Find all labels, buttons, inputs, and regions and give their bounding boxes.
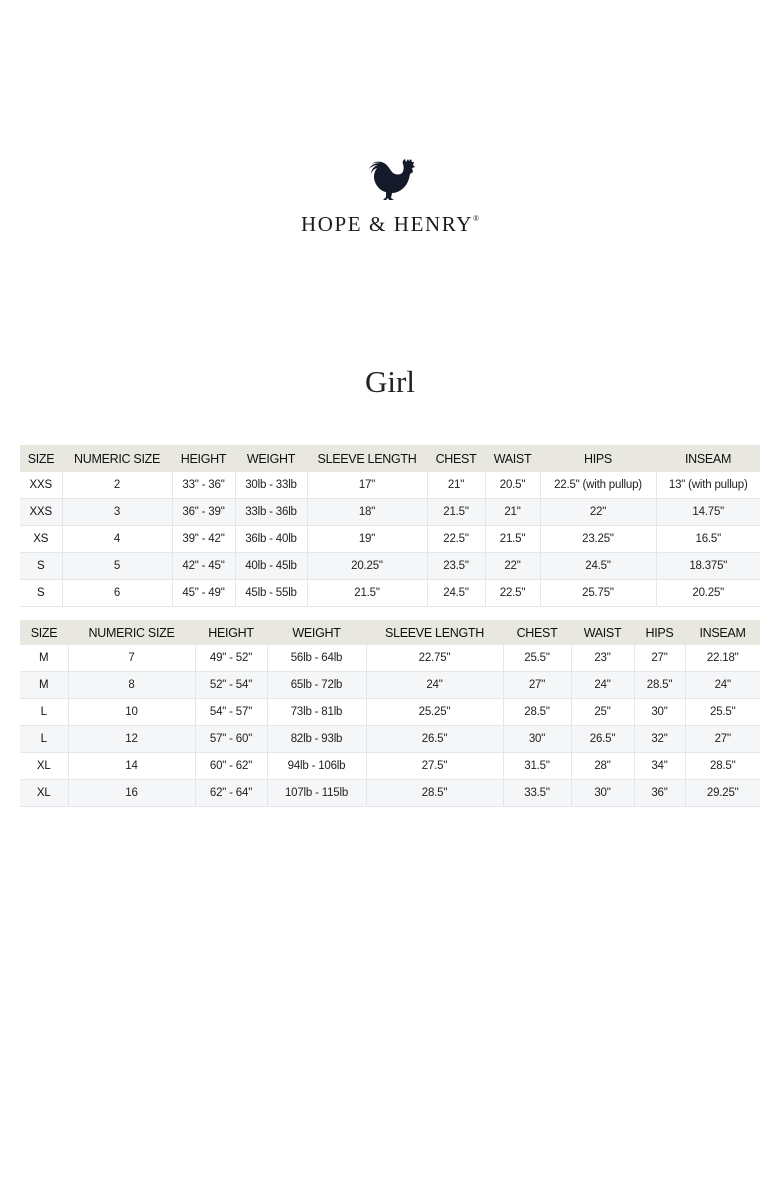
column-header: CHEST <box>427 445 485 472</box>
column-header: SIZE <box>20 620 68 645</box>
table-cell: 7 <box>68 645 195 672</box>
table-cell: 24.5" <box>427 580 485 607</box>
table-cell: 22" <box>485 553 540 580</box>
table-cell: 30" <box>634 699 685 726</box>
table-cell: 45lb - 55lb <box>235 580 307 607</box>
table-cell: 8 <box>68 672 195 699</box>
table-cell: 21" <box>485 499 540 526</box>
table-cell: 16 <box>68 780 195 807</box>
table-cell: 22.5" <box>427 526 485 553</box>
table-cell: 42" - 45" <box>172 553 235 580</box>
table-cell: 18" <box>307 499 427 526</box>
table-cell: 24" <box>685 672 760 699</box>
table-cell: 36" <box>634 780 685 807</box>
table-cell: 24.5" <box>540 553 656 580</box>
table-cell: M <box>20 672 68 699</box>
table-row <box>20 672 760 699</box>
table-cell: 28.5" <box>366 780 503 807</box>
column-header: INSEAM <box>656 445 760 472</box>
table-cell: L <box>20 699 68 726</box>
table-cell: 54" - 57" <box>195 699 267 726</box>
column-header: NUMERIC SIZE <box>62 445 172 472</box>
page-title: Girl <box>365 364 415 399</box>
table-cell: 25" <box>571 699 634 726</box>
table-row <box>20 699 760 726</box>
table-cell: 13" (with pullup) <box>656 472 760 499</box>
table-cell: 10 <box>68 699 195 726</box>
table-cell: 6 <box>62 580 172 607</box>
table-cell: 26.5" <box>571 726 634 753</box>
brand-name <box>0 212 780 237</box>
table-cell: 23.5" <box>427 553 485 580</box>
table-cell: 28.5" <box>503 699 571 726</box>
table-cell: 21" <box>427 472 485 499</box>
table-row <box>20 472 760 499</box>
table-cell: 20.25" <box>656 580 760 607</box>
table-cell: 22.5" (with pullup) <box>540 472 656 499</box>
table-row <box>20 645 760 672</box>
column-header: WEIGHT <box>235 445 307 472</box>
table-cell: 24" <box>571 672 634 699</box>
table-cell: 20.25" <box>307 553 427 580</box>
table-cell: 3 <box>62 499 172 526</box>
table-cell: S <box>20 553 62 580</box>
table-cell: 107lb - 115lb <box>267 780 366 807</box>
table-row <box>20 499 760 526</box>
table-cell: 32" <box>634 726 685 753</box>
table-cell: 33" - 36" <box>172 472 235 499</box>
table-cell: 14 <box>68 753 195 780</box>
table-cell: 94lb - 106lb <box>267 753 366 780</box>
table-cell: 27" <box>503 672 571 699</box>
column-header: WAIST <box>485 445 540 472</box>
table-cell: 30lb - 33lb <box>235 472 307 499</box>
table-cell: 4 <box>62 526 172 553</box>
table-cell: 60" - 62" <box>195 753 267 780</box>
table-row <box>20 526 760 553</box>
table-row <box>20 580 760 607</box>
column-header: SLEEVE LENGTH <box>366 620 503 645</box>
table-cell: 21.5" <box>485 526 540 553</box>
table-cell: 23" <box>571 645 634 672</box>
size-chart-table-1 <box>20 445 760 607</box>
table-cell: 62" - 64" <box>195 780 267 807</box>
table-cell: 45" - 49" <box>172 580 235 607</box>
table-cell: 82lb - 93lb <box>267 726 366 753</box>
table-cell: 21.5" <box>307 580 427 607</box>
table-cell: 18.375" <box>656 553 760 580</box>
table-cell: 27" <box>685 726 760 753</box>
rooster-icon <box>362 158 418 208</box>
table-row <box>20 553 760 580</box>
column-header: SLEEVE LENGTH <box>307 445 427 472</box>
table-cell: 22" <box>540 499 656 526</box>
size-chart-table-2 <box>20 620 760 807</box>
table-cell: 33lb - 36lb <box>235 499 307 526</box>
table-cell: 31.5" <box>503 753 571 780</box>
table-row <box>20 780 760 807</box>
table-row <box>20 726 760 753</box>
table-cell: 52" - 54" <box>195 672 267 699</box>
table-cell: 36" - 39" <box>172 499 235 526</box>
table-cell: L <box>20 726 68 753</box>
table-cell: 25.5" <box>685 699 760 726</box>
brand-logo <box>0 158 780 237</box>
table-cell: 16.5" <box>656 526 760 553</box>
table-cell: 30" <box>503 726 571 753</box>
table-cell: 26.5" <box>366 726 503 753</box>
column-header: WEIGHT <box>267 620 366 645</box>
table-cell: 12 <box>68 726 195 753</box>
table-cell: 36lb - 40lb <box>235 526 307 553</box>
table-cell: 27.5" <box>366 753 503 780</box>
table-cell: 14.75" <box>656 499 760 526</box>
table-cell: XXS <box>20 499 62 526</box>
table-cell: 19" <box>307 526 427 553</box>
column-header: HIPS <box>634 620 685 645</box>
table-cell: 2 <box>62 472 172 499</box>
table-cell: 28.5" <box>634 672 685 699</box>
column-header: HEIGHT <box>172 445 235 472</box>
brand-name-text: HOPE & HENRY <box>300 212 473 236</box>
table-cell: XL <box>20 780 68 807</box>
table-cell: 33.5" <box>503 780 571 807</box>
registered-mark: ® <box>472 214 480 223</box>
column-header: INSEAM <box>685 620 760 645</box>
table-cell: XXS <box>20 472 62 499</box>
table-cell: 24" <box>366 672 503 699</box>
column-header: SIZE <box>20 445 62 472</box>
column-header: HIPS <box>540 445 656 472</box>
table-cell: 25.5" <box>503 645 571 672</box>
table-cell: 5 <box>62 553 172 580</box>
table-cell: M <box>20 645 68 672</box>
table-cell: 22.18" <box>685 645 760 672</box>
table-cell: S <box>20 580 62 607</box>
table-cell: XS <box>20 526 62 553</box>
table-header-row <box>20 620 760 645</box>
table-cell: 23.25" <box>540 526 656 553</box>
table-cell: 25.25" <box>366 699 503 726</box>
table-cell: 30" <box>571 780 634 807</box>
column-header: HEIGHT <box>195 620 267 645</box>
table-cell: 39" - 42" <box>172 526 235 553</box>
table-header-row <box>20 445 760 472</box>
table-cell: 28.5" <box>685 753 760 780</box>
table-cell: 56lb - 64lb <box>267 645 366 672</box>
table-cell: 28" <box>571 753 634 780</box>
table-cell: 22.75" <box>366 645 503 672</box>
table-cell: 22.5" <box>485 580 540 607</box>
table-cell: 57" - 60" <box>195 726 267 753</box>
table-cell: 20.5" <box>485 472 540 499</box>
table-cell: 27" <box>634 645 685 672</box>
table-cell: 29.25" <box>685 780 760 807</box>
table-cell: 34" <box>634 753 685 780</box>
table-cell: 49" - 52" <box>195 645 267 672</box>
table-cell: 17" <box>307 472 427 499</box>
table-cell: 73lb - 81lb <box>267 699 366 726</box>
table-cell: XL <box>20 753 68 780</box>
column-header: NUMERIC SIZE <box>68 620 195 645</box>
table-row <box>20 753 760 780</box>
table-cell: 25.75" <box>540 580 656 607</box>
column-header: WAIST <box>571 620 634 645</box>
table-cell: 65lb - 72lb <box>267 672 366 699</box>
table-cell: 40lb - 45lb <box>235 553 307 580</box>
column-header: CHEST <box>503 620 571 645</box>
table-cell: 21.5" <box>427 499 485 526</box>
